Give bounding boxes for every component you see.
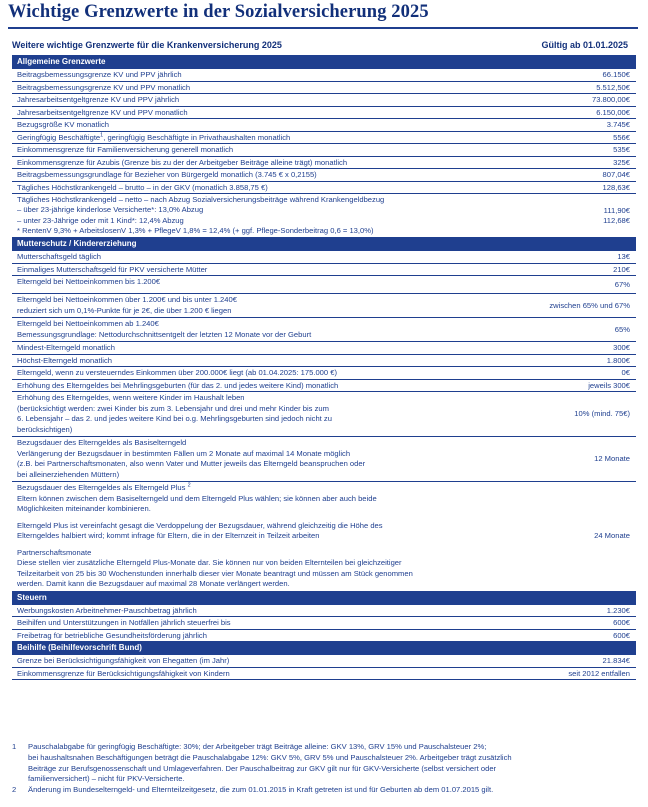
row-label-line: Verlängerung der Bezugsdauer in bestimmten Fällen um 2 Monate auf maximal 14 Monate möglich bbox=[17, 448, 351, 458]
row-label: Jahresarbeitsentgeltgrenze KV und PPV monatlich bbox=[17, 107, 188, 117]
row-value: 111,90€ bbox=[603, 206, 630, 215]
row-label-line: (z.B. bei Partnerschaftsmonaten, also wenn Vater und Mutter jeweils das Elterngeld beanspruchen oder bbox=[17, 459, 366, 469]
footnotes bbox=[12, 742, 638, 796]
row-value: 6.150,00€ bbox=[596, 107, 630, 117]
table-row bbox=[12, 655, 636, 668]
row-label: Bezugsdauer des Elterngeldes als Elterngeld Plus bbox=[17, 483, 186, 493]
row-label-line: * RentenV 9,3% + ArbeitslosenV 1,3% + PflegeV 1,8% = 12,4% (+ ggf. Pflege-Sonderbeitrag 0,6 = 13,0%) bbox=[17, 225, 374, 235]
footnote-text: bei haushaltsnahen Beschäftigungen beträgt die Pauschalabgabe 12%: GKV 5%, GRV 5% und Pauschalsteuer 2%. Arbeitgeber trägt zusätzlich bbox=[28, 752, 512, 762]
section-mutterschutz: Mutterschutz / Kindererziehung bbox=[12, 238, 636, 251]
row-label-line: – über 23-jährige kinderlose Versicherte*: 13,0% Abzug bbox=[17, 205, 204, 215]
row-label-line: berücksichtigen) bbox=[17, 424, 73, 434]
row-value: 12 Monate bbox=[594, 453, 630, 463]
row-label: Erhöhung des Elterngeldes bei Mehrlingsgeburten (für das 2. und jedes weitere Kind) monatlich bbox=[17, 380, 339, 390]
row-label: Bezugsdauer des Elterngeldes als Basiselterngeld bbox=[17, 438, 187, 448]
row-label-line: werden. Damit kann die Bezugsdauer auf maximal 28 Monate verlängert werden. bbox=[17, 579, 290, 589]
row-value: 5.512,50€ bbox=[596, 82, 630, 92]
row-value: 210€ bbox=[613, 264, 630, 274]
table-row bbox=[12, 380, 636, 393]
row-value: 10% (mind. 75€) bbox=[574, 408, 630, 418]
row-label: Beihilfen und Unterstützungen in Notfällen jährlich steuerfrei bis bbox=[17, 618, 231, 628]
table-header bbox=[12, 40, 636, 50]
table-row bbox=[12, 69, 636, 82]
row-value: 300€ bbox=[613, 343, 630, 353]
row-label: Freibetrag für betriebliche Gesundheitsförderung jährlich bbox=[17, 630, 207, 640]
row-value: 807,04€ bbox=[602, 170, 630, 179]
row-label: Mindest-Elterngeld monatlich bbox=[17, 343, 115, 353]
row-value: 67% bbox=[614, 279, 630, 289]
table-row bbox=[12, 617, 636, 630]
row-value: 112,68€ bbox=[603, 216, 630, 225]
row-value: 73.800,00€ bbox=[591, 95, 630, 104]
row-value: 65% bbox=[614, 324, 630, 334]
table-row bbox=[12, 668, 636, 681]
row-label-line: Eltern können zwischen dem Basiselterngeld und dem Elterngeld Plus wählen; sie können aber auch beide bbox=[17, 493, 377, 503]
row-label: Höchst-Elterngeld monatlich bbox=[17, 355, 112, 365]
row-label-line: 6. Lebensjahr – das 2. und jedes weitere Kind bei o.g. Mehrlingsgeburten sind jedoch nicht zu bbox=[17, 414, 332, 424]
section-beihilfe: Beihilfe (Beihilfevorschrift Bund) bbox=[12, 642, 636, 655]
table-row bbox=[12, 276, 636, 294]
table-row bbox=[12, 157, 636, 170]
table-row bbox=[12, 251, 636, 264]
table-row bbox=[12, 605, 636, 618]
row-label-line: (berücksichtigt werden: zwei Kinder bis zum 3. Lebensjahr und drei und mehr Kinder bis zum bbox=[17, 403, 329, 413]
row-label: Erhöhung des Elterngeldes, wenn weitere Kinder im Haushalt leben bbox=[17, 393, 245, 403]
section-steuern: Steuern bbox=[12, 592, 636, 605]
row-value: 600€ bbox=[613, 618, 630, 628]
table-row bbox=[12, 482, 636, 592]
row-label-line: Partnerschaftsmonate bbox=[17, 547, 92, 557]
row-label: Elterngeld, wenn zu versteuerndes Einkommen über 200.000€ liegt (ab 01.04.2025: 175.000 €) bbox=[17, 368, 337, 378]
footnote-text: familienversichert) – nicht für PKV-Versicherte. bbox=[28, 774, 185, 784]
row-value: 1.230€ bbox=[606, 605, 630, 615]
row-label: Elterngeld bei Nettoeinkommen ab 1.240€ bbox=[17, 319, 159, 329]
footnote-number: 2 bbox=[12, 785, 17, 795]
footnote-text: Änderung im Bundeselterngeld- und Elternteilzeitgesetz, die zum 01.01.2015 in Kraft getreten ist und für Geburten ab dem 01.07.2015 gilt. bbox=[28, 785, 494, 795]
row-label-line: Diese stellen vier zusätzliche Elterngeld Plus-Monate dar. Sie können nur von beiden Elternteilen bei gleichzeitiger bbox=[17, 558, 402, 568]
row-value: 325€ bbox=[613, 157, 630, 167]
row-value: 21.834€ bbox=[602, 656, 630, 666]
row-label: Einkommensgrenze für Berücksichtigungsfähigkeit von Kindern bbox=[17, 668, 230, 678]
footnote-ref: 1 bbox=[100, 131, 104, 138]
page-title: Wichtige Grenzwerte in der Sozialversicherung 2025 bbox=[8, 2, 429, 22]
row-value: zwischen 65% und 67% bbox=[549, 300, 630, 310]
table-row bbox=[12, 392, 636, 437]
footnote-1 bbox=[12, 742, 638, 785]
row-value: jeweils 300€ bbox=[588, 380, 630, 390]
row-label: Einkommensgrenze für Azubis (Grenze bis zu der der Arbeitgeber Beiträge alleine trägt) monatlich bbox=[17, 157, 348, 167]
row-label: Tägliches Höchstkrankengeld – brutto – in der GKV (monatlich 3.858,75 €) bbox=[17, 182, 268, 192]
footnote-text: Pauschalabgabe für geringfügig Beschäftigte: 30%; der Arbeitgeber trägt Beiträge alleine: GKV 13%, GRV 15% und Pauschalsteuer 2%; bbox=[28, 742, 487, 751]
title-rule bbox=[8, 27, 638, 29]
row-value: 0€ bbox=[621, 368, 630, 378]
row-value: 535€ bbox=[613, 145, 630, 154]
row-label: Werbungskosten Arbeitnehmer-Pauschbetrag jährlich bbox=[17, 605, 197, 615]
row-label: Beitragsbemessungsgrenze KV und PPV jährlich bbox=[17, 70, 182, 79]
table-row bbox=[12, 355, 636, 368]
table-row bbox=[12, 119, 636, 132]
table-row bbox=[12, 107, 636, 120]
row-label: Beitragsbemessungsgrundlage für Bezieher von Bürgergeld monatlich (3.745 € x 0,2155) bbox=[17, 170, 317, 179]
table-row bbox=[12, 194, 636, 238]
row-value: seit 2012 entfallen bbox=[568, 668, 630, 678]
table-row bbox=[12, 144, 636, 157]
row-label-line: – unter 23-Jährige oder mit 1 Kind*: 12,4% Abzug bbox=[17, 215, 184, 225]
row-value: 24 Monate bbox=[594, 531, 630, 541]
row-label-line: reduziert sich um 0,1%-Punkte für je 2€, die über 1.200 € liegen bbox=[17, 305, 232, 315]
row-label: Mutterschaftsgeld täglich bbox=[17, 252, 101, 262]
table-row bbox=[12, 182, 636, 195]
row-label-cont: , geringfügig Beschäftigte in Privathaushalten monatlich bbox=[103, 132, 291, 142]
row-label: Elterngeld bei Nettoeinkommen bis 1.200€ bbox=[17, 277, 161, 287]
table-row bbox=[12, 318, 636, 342]
section-allgemein: Allgemeine Grenzwerte bbox=[12, 56, 636, 69]
row-label-line: bei alleinerziehenden Müttern) bbox=[17, 469, 120, 479]
footnote-number: 1 bbox=[12, 742, 17, 751]
row-label: Bezugsgröße KV monatlich bbox=[17, 120, 110, 129]
footnote-text: Beiträge zur Berufsgenossenschaft und Umlageverfahren. Der Pauschalbeitrag zur GKV gilt nur für GKV-Versicherte (selbst versichert oder bbox=[28, 763, 497, 773]
row-value: 600€ bbox=[613, 630, 630, 640]
table-row bbox=[12, 82, 636, 95]
footnote-2 bbox=[12, 785, 638, 796]
row-value: 13€ bbox=[617, 252, 630, 262]
table-header-right: Gültig ab 01.01.2025 bbox=[541, 40, 628, 50]
table-header-left: Weitere wichtige Grenzwerte für die Krankenversicherung 2025 bbox=[12, 40, 282, 50]
row-label: Beitragsbemessungsgrenze KV und PPV monatlich bbox=[17, 82, 191, 92]
table-row bbox=[12, 367, 636, 380]
table-row bbox=[12, 169, 636, 182]
row-label: Grenze bei Berücksichtigungsfähigkeit von Ehegatten (im Jahr) bbox=[17, 656, 230, 666]
row-label-line: Elterngeld Plus ist vereinfacht gesagt die Verdoppelung der Bezugsdauer, während gleichzeitig die Höhe des bbox=[17, 520, 383, 530]
row-label: Elterngeld bei Nettoeinkommen über 1.200€ und bis unter 1.240€ bbox=[17, 295, 237, 305]
table-row bbox=[12, 342, 636, 355]
limits-table bbox=[12, 55, 636, 680]
row-label-line: Teilzeitarbeit von 25 bis 30 Wochenstunden innerhalb dieser vier Monate beantragt und müssen am Stück genommen bbox=[17, 568, 413, 578]
table-row bbox=[12, 294, 636, 318]
row-label: Tägliches Höchstkrankengeld – netto – nach Abzug Sozialversicherungsbeiträge während Krankengeldbezug bbox=[17, 195, 385, 204]
row-label: Geringfügig Beschäftigte bbox=[17, 132, 101, 142]
row-value: 1.800€ bbox=[606, 355, 630, 365]
table-row bbox=[12, 264, 636, 277]
row-label: Einmaliges Mutterschaftsgeld für PKV versicherte Mütter bbox=[17, 264, 208, 274]
row-value: 66.150€ bbox=[602, 70, 630, 79]
table-row bbox=[12, 132, 636, 145]
row-label-line: Möglichkeiten miteinander kombinieren. bbox=[17, 504, 151, 514]
row-label-line: Bemessungsgrundlage: Nettodurchschnittsentgelt der letzten 12 Monate vor der Geburt bbox=[17, 329, 312, 339]
table-row bbox=[12, 437, 636, 482]
row-label: Einkommensgrenze für Familienversicherung generell monatlich bbox=[17, 145, 234, 154]
table-row bbox=[12, 630, 636, 643]
table-row bbox=[12, 94, 636, 107]
footnote-ref: 2 bbox=[187, 482, 191, 489]
row-label-line: Elterngeldes halbiert wird; kommt infrage für Eltern, die in der Elternzeit in Teilzeit arbeiten bbox=[17, 531, 320, 541]
row-value: 128,63€ bbox=[602, 182, 630, 192]
row-value: 3.745€ bbox=[606, 120, 630, 129]
row-value: 556€ bbox=[613, 132, 630, 142]
row-label: Jahresarbeitsentgeltgrenze KV und PPV jährlich bbox=[17, 95, 180, 104]
